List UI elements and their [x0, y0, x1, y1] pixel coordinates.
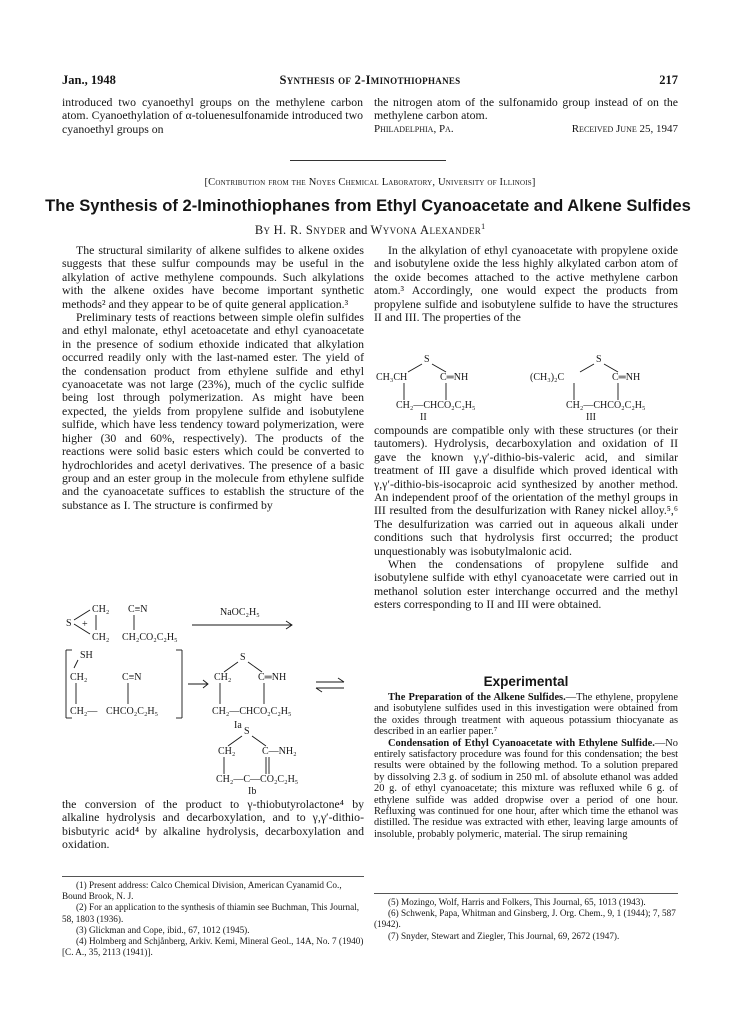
header-title: Synthesis of 2-Iminothiophanes [279, 73, 461, 87]
previous-article-tail-left [62, 96, 363, 136]
subheading-preparation: The Preparation of the Alkene Sulfides. [388, 692, 566, 703]
svg-text:C═NH: C═NH [258, 672, 287, 683]
footnote: (3) Glickman and Cope, ibid., 67, 1012 (1945). [76, 924, 250, 935]
experimental-text-2: —No entirely satisfactory procedure was found for this condensation; the best results were obtained by the following method. To a solution prepared by dissolving 2.3 g. of sodium in 250 ml. of absolute ethanol was added 20 g. of ethyl cyanoacetate; this mixture was refluxed while 6 g. of ethylene sulfide was added dropwise over a period of one hour. Refluxing was continued for one hour, after which time the ethanol was distilled. The residue was extracted with ether, leaving large amounts of insoluble, probably polymeric, material. The sirup remaining [374, 737, 678, 840]
separator-rule [290, 160, 446, 161]
svg-text:CH₂—CHCO₂C₂H₅: CH₂—CHCO₂C₂H₅ [212, 706, 292, 717]
svg-text:CH₂—: CH₂— [70, 706, 98, 717]
left-column [62, 244, 364, 512]
footnote: (1) Present address: Calco Chemical Division, American Cyanamid Co., Bound Brook, N. J. [62, 880, 342, 902]
paragraph-alkylation: In the alkylation of ethyl cyanoacetate with propylene oxide and isobutylene oxide the less highly alkylated carbon atom of the oxide becomes attached to the active methylene carbon atom.³ Accordingly, one would expect the products from propylene sulfide and isobutylene sulfide to have the structures II and III. The properties of the [374, 243, 678, 325]
footnote: (7) Snyder, Stewart and Ziegler, This Journal, 69, 2672 (1947). [388, 930, 620, 941]
svg-text:C═NH: C═NH [612, 372, 641, 383]
svg-text:S: S [596, 354, 602, 365]
svg-text:S: S [240, 652, 246, 663]
svg-text:S: S [66, 618, 72, 629]
signature-line [374, 123, 678, 136]
svg-text:C—NH₂: C—NH₂ [262, 746, 297, 757]
author-1: H. R. Snyder [273, 223, 347, 238]
author-footnote-mark: 1 [481, 222, 486, 231]
svg-text:CH₂: CH₂ [92, 632, 110, 643]
right-column [374, 244, 678, 324]
label-II: II [420, 412, 427, 423]
header-date: Jan., 1948 [62, 73, 116, 87]
svg-text:CH₂—CHCO₂C₂H₅: CH₂—CHCO₂C₂H₅ [566, 400, 646, 411]
paragraph-compatibility: compounds are compatible only with these structures (or their tautomers). Hydrolysis, decarboxylation and oxidation of II gave the known γ,γ′-dithio-bis-valeric acid, and similar treatment of III gave a disulfide which proved identical with γ,γ′-dithio-bis-isocaproic acid synthesized by another method. An independent proof of the orientation of the methyl groups in III resulted from the desulfurization with Raney nickel alloy.⁵,⁶ The desulfurization was carried out in aqueous alkali under conditions such that hydrolysis first occurred; the product unquestionably was isobutylmalonic acid. [374, 423, 678, 558]
structures-svg [374, 352, 678, 422]
svg-text:CH₂: CH₂ [218, 746, 236, 757]
running-header [62, 73, 678, 91]
footnote: (5) Mozingo, Wolf, Harris and Folkers, This Journal, 65, 1013 (1943). [388, 897, 646, 907]
place: Philadelphia, Pa. [374, 122, 454, 135]
paragraph-conversion: the conversion of the product to γ-thiobutyrolactone⁴ by alkaline hydrolysis and decarboxylation, and to γ,γ′-dithio-bisbutyric acid⁴ by alkaline hydrolysis, decarboxylation and oxidation. [62, 797, 364, 852]
byline-and: and [349, 223, 368, 238]
footnote-rule-right [374, 893, 678, 894]
svg-text:CH₂—CHCO₂C₂H₅: CH₂—CHCO₂C₂H₅ [396, 400, 476, 411]
svg-text:CH₂—C—CO₂C₂H₅: CH₂—C—CO₂C₂H₅ [216, 774, 299, 785]
paragraph-preliminary: Preliminary tests of reactions between simple olefin sulfides and ethyl malonate, ethyl acetoacetate and ethyl cyanoacetate in the presence of sodium ethoxide indicated that alkylation occurred readily only with the last-named ester. The yield of the condensation product from ethylene sulfide and ethyl cyanoacetate was not large (23%), much of the cyclic sulfide being lost through polymerization. As might have been expected, the yields from propylene sulfide and isobutylene sulfide, which have less tendency toward polymerization, were higher (30 and 60%, respectively). The products of the reactions were solid basic esters which could be converted to hydrochlorides and acetyl derivatives. The presence of a basic group and an ester group in the molecule from ethylene sulfide and the cyanoacetate suffices to establish the structure of the substance as I. The structure is confirmed by [62, 310, 364, 512]
svg-text:C≡N: C≡N [128, 604, 148, 615]
svg-text:C═NH: C═NH [440, 372, 469, 383]
reaction-scheme [62, 600, 364, 797]
paragraph-methanol: When the condensations of propylene sulfide and isobutylene sulfide with ethyl cyanoacetate were carried out in methanol solution ester interchange occurred and the methyl esters corresponding to II and III were obtained. [374, 557, 678, 612]
reagent-label: NaOC₂H₅ [220, 607, 260, 618]
previous-article-text: introduced two cyanoethyl groups on the methylene carbon atom. Cyanoethylation of α-toluenesulfonamide introduced two cyanoethyl groups on [62, 95, 363, 136]
footnote: (2) For an application to the synthesis of thiamin see Buchman, This Journal, 58, 1803 (1936). [62, 902, 360, 924]
subheading-condensation: Condensation of Ethyl Cyanoacetate with Ethylene Sulfide. [388, 737, 655, 749]
svg-text:CH₂CO₂C₂H₅: CH₂CO₂C₂H₅ [122, 632, 178, 643]
footnote: (6) Schwenk, Papa, Whitman and Ginsberg, J. Org. Chem., 9, 1 (1944); 7, 587 (1942). [374, 908, 676, 930]
svg-text:CH₃CH: CH₃CH [376, 372, 408, 383]
experimental-heading: Experimental [483, 674, 569, 689]
experimental-section [374, 692, 678, 840]
svg-text:+: + [82, 619, 88, 630]
svg-text:SH: SH [80, 650, 93, 661]
received-date: Received June 25, 1947 [571, 122, 678, 135]
footnotes-left [62, 880, 364, 958]
previous-article-text-right: the nitrogen atom of the sulfonamido group instead of on the methylene carbon atom. [374, 95, 678, 123]
svg-text:CHCO₂C₂H₅: CHCO₂C₂H₅ [106, 706, 159, 717]
svg-text:CH₂: CH₂ [92, 604, 110, 615]
structures-II-III [374, 352, 678, 422]
paragraph-intro: The structural similarity of alkene sulfides to alkene oxides suggests that these sulfur compounds may be useful in the alkylation of active methylene compounds. Such alkylations with the alkene oxides have become important synthetic methods² and they appear to be of quite general application.³ [62, 243, 364, 311]
page-number: 217 [659, 73, 678, 87]
footnote-rule-left [62, 876, 364, 877]
reaction-scheme-svg [62, 600, 364, 797]
svg-text:CH₂: CH₂ [70, 672, 88, 683]
svg-text:CH₂: CH₂ [214, 672, 232, 683]
right-column-middle [374, 424, 678, 612]
svg-text:S: S [424, 354, 430, 365]
article-title: The Synthesis of 2-Iminothiophanes from Ethyl Cyanoacetate and Alkene Sulfides [45, 196, 691, 215]
label-III: III [586, 412, 596, 423]
contribution-line: [Contribution from the Noyes Chemical Laboratory, University of Illinois] [204, 177, 536, 188]
svg-text:C≡N: C≡N [122, 672, 142, 683]
footnotes-right [374, 897, 678, 942]
label-Ia: Ia [234, 720, 242, 731]
svg-text:S: S [244, 726, 250, 737]
label-Ib: Ib [248, 786, 257, 797]
svg-text:(CH₃)₂C: (CH₃)₂C [530, 372, 565, 383]
experimental-paragraph-2 [374, 738, 678, 841]
author-2: Wyvona Alexander [370, 223, 482, 238]
byline-by: By [254, 223, 271, 238]
byline [62, 222, 678, 238]
previous-article-tail-right [374, 96, 678, 136]
experimental-paragraph-1 [374, 692, 678, 738]
footnote: (4) Holmberg and Schjånberg, Arkiv. Kemi, Mineral Geol., 14A, No. 7 (1940) [C. A., 35, 2113 (1941)]. [62, 936, 364, 958]
experimental-text-1: —The ethylene, propylene and isobutylene sulfides used in this investigation were obtained from the oxides through treatment with aqueous potassium thiocyanate as described in an earlier paper.⁷ [374, 692, 678, 738]
left-column-lower [62, 798, 364, 852]
